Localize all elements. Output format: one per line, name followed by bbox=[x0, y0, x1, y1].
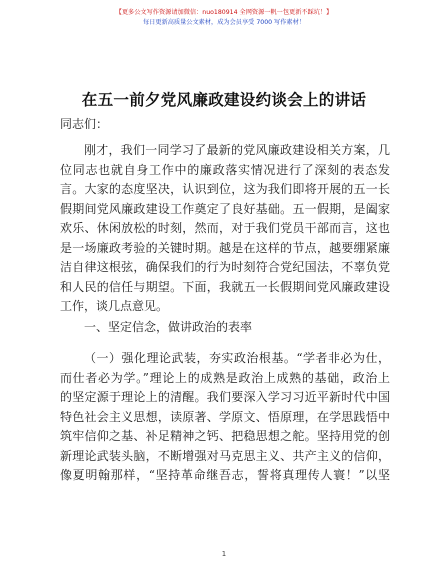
paragraph-line: （一）强化理论武装，夯实政治根基。“学者非必为仕， bbox=[84, 351, 390, 365]
paragraph-1 bbox=[60, 141, 390, 317]
paragraph-line: 欢乐、休闲放松的时刻，然而，对于我们党员干部而言，这也 bbox=[60, 221, 390, 235]
promo-banner-line1: 【更多公文写作资源请加微信：nuo180914 全网资源一帆一包更新不踩坑！】 bbox=[115, 9, 333, 16]
paragraph-2 bbox=[60, 349, 390, 486]
paragraph-line: 位同志也就自身工作中的廉政落实情况进行了深刻的表态发 bbox=[60, 162, 390, 177]
paragraph-line: 筑牢信仰之基、补足精神之钙、把稳思想之舵。坚持用党的创 bbox=[60, 429, 390, 443]
promo-banner-line2: 每日更新高质量公文素材，成为会员享受 7000 写作素材！ bbox=[143, 19, 305, 26]
paragraph-line: 特色社会主义思想，读原著、学原文、悟原理，在学思践悟中 bbox=[60, 409, 390, 424]
paragraph-line: 假期间党风廉政建设工作奠定了良好基础。五一假期，是阖家 bbox=[60, 201, 390, 216]
paragraph-line: 的坚定源于理论上的清醒。我们要深入学习习近平新时代中国 bbox=[60, 390, 390, 404]
paragraph-line: 而仕者必为学。”理论上的成熟是政治上成熟的基础，政治上 bbox=[60, 370, 390, 385]
salutation: 同志们： bbox=[60, 117, 109, 131]
paragraph-line: 新理论武装头脑，不断增强对马克思主义、共产主义的信仰， bbox=[60, 448, 390, 463]
section-heading-1: 一、坚定信念，做讲政治的表率 bbox=[84, 320, 253, 334]
paragraph-line: 像夏明翰那样，“坚持革命继吾志，誓将真理传人寰！”以坚 bbox=[60, 468, 390, 482]
paragraph-line: 和人民的信任与期望。下面，我就五一长假期间党风廉政建设 bbox=[60, 279, 390, 294]
paragraph-line: 是一场廉政考验的关键时期。越是在这样的节点，越要绷紧廉 bbox=[60, 240, 390, 255]
paragraph-line: 刚才，我们一同学习了最新的党风廉政建设相关方案，几 bbox=[84, 143, 390, 157]
paragraph-line: 工作，谈几点意见。 bbox=[60, 299, 169, 313]
page-number: 1 bbox=[221, 550, 227, 558]
paragraph-line: 言。大家的态度坚决，认识到位，这为我们即将开展的五一长 bbox=[60, 182, 390, 196]
paragraph-line: 洁自律这根弦，确保我们的行为时刻符合党纪国法，不辜负党 bbox=[60, 260, 390, 274]
document-title: 在五一前夕党风廉政建设约谈会上的讲话 bbox=[81, 90, 367, 109]
